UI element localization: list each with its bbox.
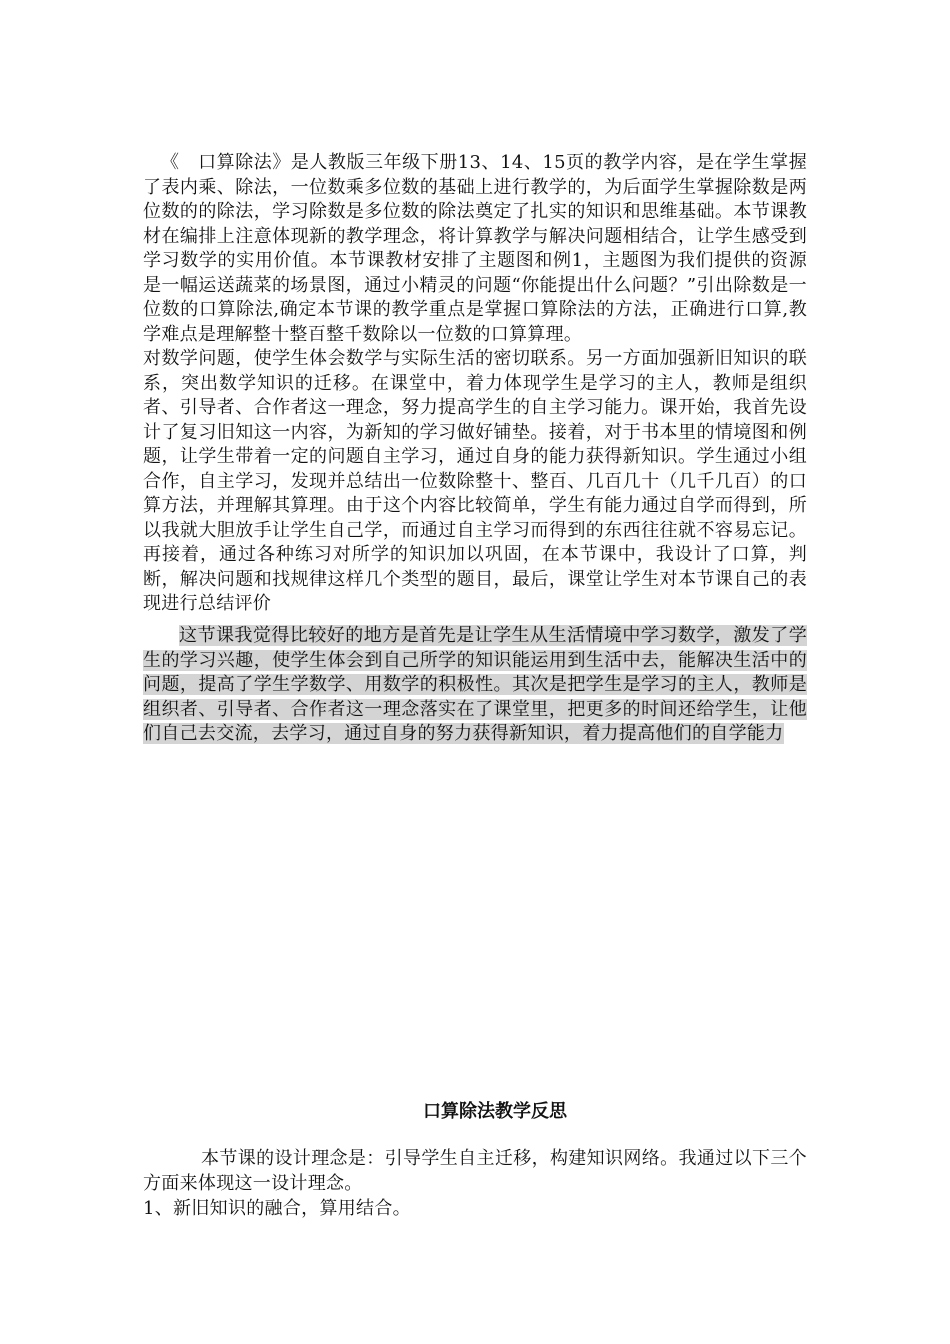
reflection-paragraph bbox=[143, 624, 807, 747]
teaching-process-paragraph: 对数学问题，使学生体会数学与实际生活的密切联系。另一方面加强新旧知识的联系，突出数学知识的迁移。在课堂中，着力体现学生是学习的主人，教师是组织者、引导者、合作者这一理念，努力提高学生的自主学习能力。课开始，我首先设计了复习旧知这一内容，为新知的学习做好铺垫。接着，对于书本里的情境图和例题，让学生带着一定的问题自主学习，通过自身的能力获得新知识。学生通过小组合作，自主学习，发现并总结出一位数除整十、整百、几百几十（几千几百）的口算方法，并理解其算理。由于这个内容比较简单，学生有能力通过自学而得到，所以我就大胆放手让学生自己学，而通过自主学习而得到的东西往往就不容易忘记。再接着，通过各种练习对所学的知识加以巩固，在本节课中，我设计了口算，判断，解决问题和找规律这样几个类型的题目，最后，课堂让学生对本节课自己的表现进行总结评价 bbox=[143, 348, 807, 614]
intro-paragraph: 《 口算除法》是人教版三年级下册13、14、15页的教学内容，是在学生掌握了表内乘、除法，一位数乘多位数的基础上进行教学的，为后面学生掌握除数是两位数的的除法，学习除数是多位数的除法奠定了扎实的知识和思维基础。本节课教材在编排上注意体现新的教学理念，将计算教学与解决问题相结合，让学生感受到学习数学的实用价值。本节课教材安排了主题图和例1，主题图为我们提供的资源是一幅运送蔬菜的场景图，通过小精灵的问题“你能提出什么问题？”引出除数是一位数的口算除法,确定本节课的教学重点是掌握口算除法的方法，正确进行口算,教学难点是理解整十整百整千数除以一位数的口算算理。 bbox=[143, 152, 807, 345]
design-concept-paragraph: 本节课的设计理念是：引导学生自主迁移，构建知识网络。我通过以下三个方面来体现这一设计理念。 bbox=[143, 1148, 807, 1194]
list-item-1: 1、新旧知识的融合，算用结合。 bbox=[143, 1198, 411, 1219]
highlighted-text: 这节课我觉得比较好的地方是首先是让学生从生活情境中学习数学，激发了学生的学习兴趣，使学生体会到自己所学的知识能运用到生活中去，能解决生活中的问题，提高了学生学数学、用数学的积极性。其次是把学生是学习的主人，教师是组织者、引导者、合作者这一理念落实在了课堂里，把更多的时间还给学生，让他们自己去交流，去学习，通过自身的努力获得新知识，着力提高他们的自学能力 bbox=[143, 625, 807, 744]
section-title: 口算除法教学反思 bbox=[423, 1101, 567, 1122]
